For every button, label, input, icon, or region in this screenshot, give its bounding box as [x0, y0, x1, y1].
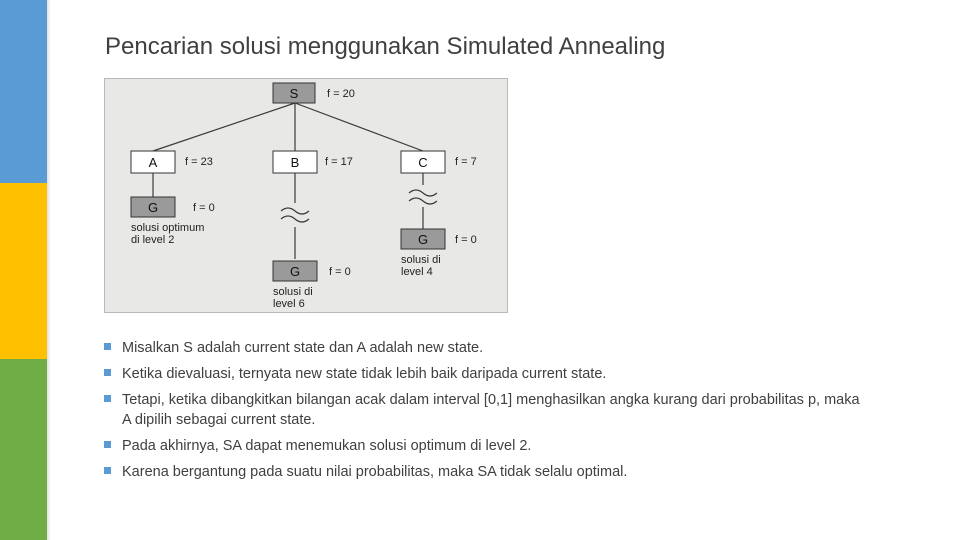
accent-bar-shadow: [47, 0, 51, 540]
edge-s-a: [153, 103, 295, 151]
bullet-text: Karena bergantung pada suatu nilai probabilitas, maka SA tidak selalu optimal.: [122, 464, 628, 480]
bullet-item: [104, 462, 864, 482]
break-mark-c-1: [409, 190, 437, 196]
bullet-square-icon: [104, 441, 111, 448]
node-g-level6-label: G: [289, 264, 301, 279]
bullet-item: [104, 390, 864, 430]
bullet-text: Misalkan S adalah current state dan A adalah new state.: [122, 340, 484, 356]
bullet-square-icon: [104, 467, 111, 474]
node-g-level6-f: f = 0: [329, 266, 351, 278]
annotation-level4-line1: solusi di: [401, 254, 441, 266]
node-c-f: f = 7: [455, 156, 477, 168]
bullet-list: [104, 338, 864, 488]
break-mark-b-2: [281, 216, 309, 222]
node-b-label: B: [290, 155, 300, 170]
node-c-label: C: [418, 155, 428, 170]
break-mark-b-1: [281, 208, 309, 214]
node-b-f: f = 17: [325, 156, 353, 168]
annotation-level4-line2: level 4: [401, 266, 433, 278]
break-mark-c-2: [409, 198, 437, 204]
bullet-item: [104, 436, 864, 456]
bullet-square-icon: [104, 343, 111, 350]
node-s-f: f = 20: [327, 88, 355, 100]
annotation-level6-line2: level 6: [273, 298, 305, 310]
node-g-level4-f: f = 0: [455, 234, 477, 246]
node-g-level2-label: G: [147, 200, 159, 215]
bullet-item: [104, 338, 864, 358]
bullet-text: Pada akhirnya, SA dapat menemukan solusi optimum di level 2.: [122, 438, 532, 454]
bullet-text: Tetapi, ketika dibangkitkan bilangan acak dalam interval [0,1] menghasilkan angka kurang dari probabilitas p, maka A dipilih sebagai current state.: [122, 392, 860, 428]
bullet-square-icon: [104, 395, 111, 402]
slide-title: Pencarian solusi menggunakan Simulated Annealing: [105, 33, 666, 60]
node-g-level4-label: G: [417, 232, 429, 247]
edge-s-c: [295, 103, 423, 151]
bullet-square-icon: [104, 369, 111, 376]
annotation-level6-line1: solusi di: [273, 286, 313, 298]
search-tree-figure: [104, 78, 508, 313]
accent-bar-blue: [0, 0, 47, 183]
search-tree-diagram: [105, 79, 508, 313]
node-s-label: S: [289, 86, 299, 101]
node-a-label: A: [148, 155, 158, 170]
node-a-f: f = 23: [185, 156, 213, 168]
accent-bar-green: [0, 359, 47, 540]
annotation-level2-line1: solusi optimum: [131, 222, 205, 234]
bullet-text: Ketika dievaluasi, ternyata new state tidak lebih baik daripada current state.: [122, 366, 607, 382]
bullet-item: [104, 364, 864, 384]
annotation-level2-line2: di level 2: [131, 234, 175, 246]
node-g-level2-f: f = 0: [193, 202, 215, 214]
accent-bar-yellow: [0, 183, 47, 359]
